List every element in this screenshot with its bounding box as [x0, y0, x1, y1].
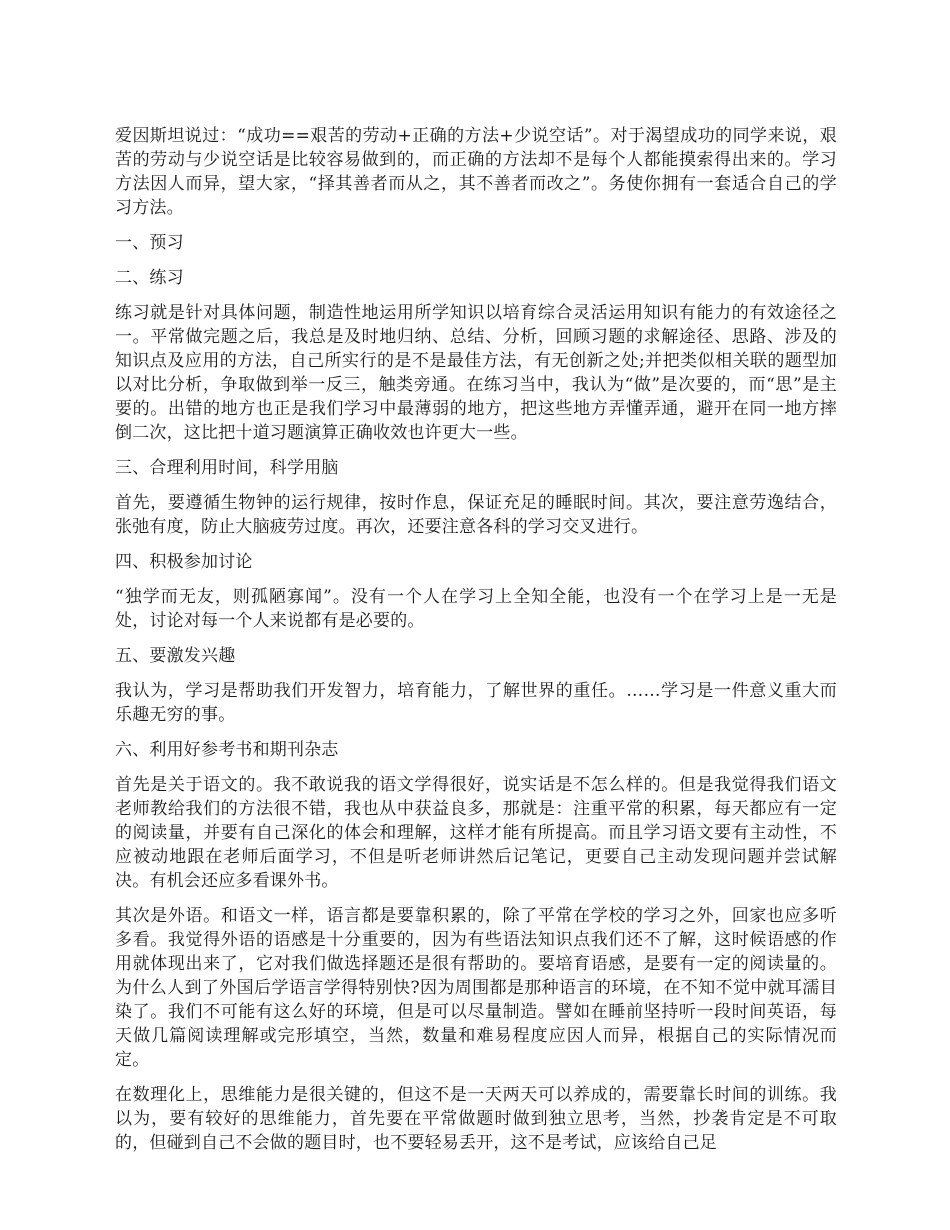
document-body: [115, 124, 837, 1166]
section-heading-practice: 二、练习: [115, 268, 184, 288]
interest-paragraph: 我认为，学习是帮助我们开发智力，培育能力，了解世界的重任。……学习是一件意义重大而乐趣无穷的事。: [115, 681, 837, 725]
foreign-language-paragraph: 其次是外语。和语文一样，语言都是要靠积累的，除了平常在学校的学习之外，回家也应多听多看。我觉得外语的语感是十分重要的，因为有些语法知识点我们还不了解，这时候语感的作用就体现出来了，它对我们做选择题还是很有帮助的。要培育语感，是要有一定的阅读量的。为什么人到了外国后学语言学得特别快?因为周围都是那种语言的环境，在不知不觉中就耳濡目染了。我们不可能有这么好的环境，但是可以尽量制造。譬如在睡前坚持听一段时间英语，每天做几篇阅读理解或完形填空，当然，数量和难易程度应因人而异，根据自己的实际情况而定。: [115, 906, 837, 1070]
section-heading-references: 六、利用好参考书和期刊杂志: [115, 740, 339, 760]
practice-paragraph: 练习就是针对具体问题，制造性地运用所学知识以培育综合灵活运用知识有能力的有效途径之一。平常做完题之后，我总是及时地归纳、总结、分析，回顾习题的求解途径、思路、涉及的知识点及应用的方法，自己所实行的是不是最佳方法，有无创新之处;并把类似相关联的题型加以对比分析，争取做到举一反三，触类旁通。在练习当中，我认为“做”是次要的，而“思”是主要的。出错的地方也正是我们学习中最薄弱的地方，把这些地方弄懂弄通，避开在同一地方摔倒二次，这比把十道习题演算正确收效也许更大一些。: [115, 303, 837, 443]
chinese-paragraph: 首先是关于语文的。我不敢说我的语文学得很好，说实话是不怎么样的。但是我觉得我们语文老师教给我们的方法很不错，我也从中获益良多，那就是：注重平常的积累，每天都应有一定的阅读量，并要有自己深化的体会和理解，这样才能有所提高。而且学习语文要有主动性，不应被动地跟在老师后面学习，不但是听老师讲然后记笔记，更要自己主动发现问题并尝试解决。有机会还应多看课外书。: [115, 775, 837, 891]
time-paragraph: 首先，要遵循生物钟的运行规律，按时作息，保证充足的睡眠时间。其次，要注意劳逸结合，张弛有度，防止大脑疲劳过度。再次，还要注意各科的学习交叉进行。: [115, 493, 837, 537]
section-heading-discussion: 四、积极参加讨论: [115, 552, 253, 572]
section-heading-time: 三、合理利用时间，科学用脑: [115, 458, 339, 478]
section-heading-preview: 一、预习: [115, 233, 184, 253]
science-paragraph: 在数理化上，思维能力是很关键的，但这不是一天两天可以养成的，需要靠长时间的训练。我以为，要有较好的思维能力，首先要在平常做题时做到独立思考，当然，抄袭肯定是不可取的，但碰到自己不会做的题目时，也不要轻易丢开，这不是考试，应该给自己足: [115, 1085, 837, 1153]
section-heading-interest: 五、要激发兴趣: [115, 646, 236, 666]
intro-paragraph: 爱因斯坦说过：“成功==艰苦的劳动+正确的方法+少说空话”。对于渴望成功的同学来说，艰苦的劳动与少说空话是比较容易做到的，而正确的方法却不是每个人都能摸索得出来的。学习方法因人而异，望大家，“择其善者而从之，其不善者而改之”。务使你拥有一套适合自己的学习方法。: [115, 126, 837, 218]
discussion-paragraph: “独学而无友，则孤陋寡闻”。没有一个人在学习上全知全能，也没有一个在学习上是一无是处，讨论对每一个人来说都有是必要的。: [115, 587, 837, 631]
